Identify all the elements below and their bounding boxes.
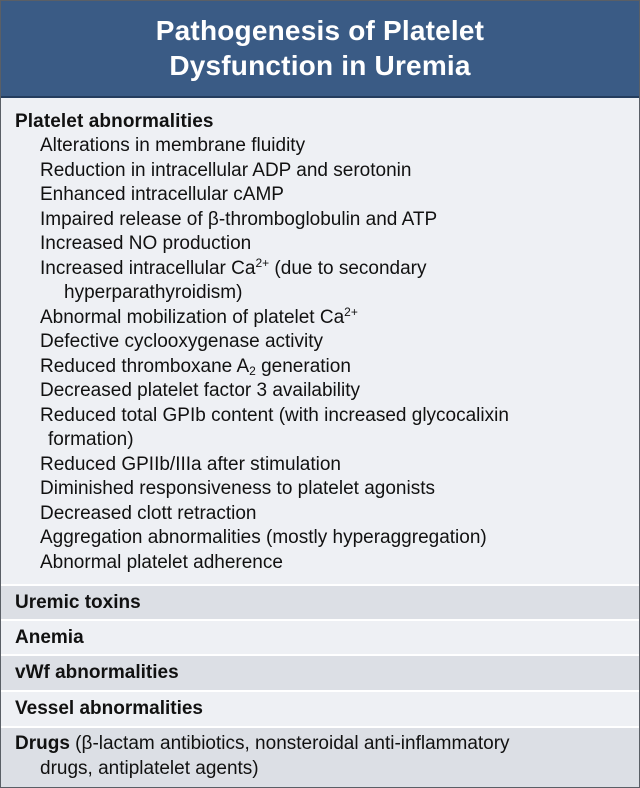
list-item: Decreased platelet factor 3 availability <box>40 380 361 401</box>
item-continuation: hyperparathyroidism) <box>64 282 243 303</box>
list-item: Impaired release of β-thromboglobulin and ATP <box>40 208 438 230</box>
item-text: (due to secondary <box>269 257 427 279</box>
platelet-abnormalities-section <box>1 98 639 584</box>
drugs-continuation: drugs, antiplatelet agents) <box>40 757 259 779</box>
row-vwf-abnormalities: vWf abnormalities <box>1 654 639 690</box>
list-item <box>15 306 639 331</box>
item-text: Reduced thromboxane A <box>40 355 250 377</box>
title-line-2: Dysfunction in Uremia <box>169 50 471 81</box>
list-item: Decreased clott retraction <box>40 502 257 524</box>
list-item: Diminished responsiveness to platelet agonists <box>40 478 435 499</box>
item-text: generation <box>255 355 351 377</box>
item-text: Abnormal mobilization of platelet Ca <box>40 306 345 328</box>
row-drugs <box>1 726 639 787</box>
item-continuation: formation) <box>48 429 134 450</box>
platelet-abnormalities-list <box>15 134 639 575</box>
list-item: Increased NO production <box>40 233 252 254</box>
row-uremic-toxins: Uremic toxins <box>1 584 639 619</box>
drugs-text: (β-lactam antibiotics, nonsteroidal anti-inflammatory <box>69 733 510 754</box>
drugs-heading: Drugs <box>15 733 70 754</box>
list-item <box>15 257 639 306</box>
subscript: 2 <box>249 363 256 378</box>
title-line-1: Pathogenesis of Platelet <box>155 15 485 46</box>
row-anemia: Anemia <box>1 619 639 654</box>
list-item: Defective cyclooxygenase activity <box>40 331 324 352</box>
list-item: Abnormal platelet adherence <box>40 551 283 573</box>
list-item: Reduced GPIIb/IIIa after stimulation <box>40 453 341 475</box>
list-item: Alterations in membrane fluidity <box>40 135 306 156</box>
list-item: Enhanced intracellular cAMP <box>40 184 284 205</box>
list-item <box>15 404 639 453</box>
superscript: 2+ <box>344 304 358 319</box>
superscript: 2+ <box>255 255 270 270</box>
list-item: Reduction in intracellular ADP and serotonin <box>40 159 412 181</box>
row-vessel-abnormalities: Vessel abnormalities <box>1 690 639 726</box>
list-item <box>15 355 639 380</box>
item-text: Reduced total GPIb content (with increased glycocalixin <box>40 404 509 426</box>
table-title <box>1 1 639 98</box>
item-text: Increased intracellular Ca <box>40 257 256 279</box>
list-item: Aggregation abnormalities (mostly hyperaggregation) <box>40 527 487 548</box>
section-heading: Platelet abnormalities <box>15 111 214 132</box>
